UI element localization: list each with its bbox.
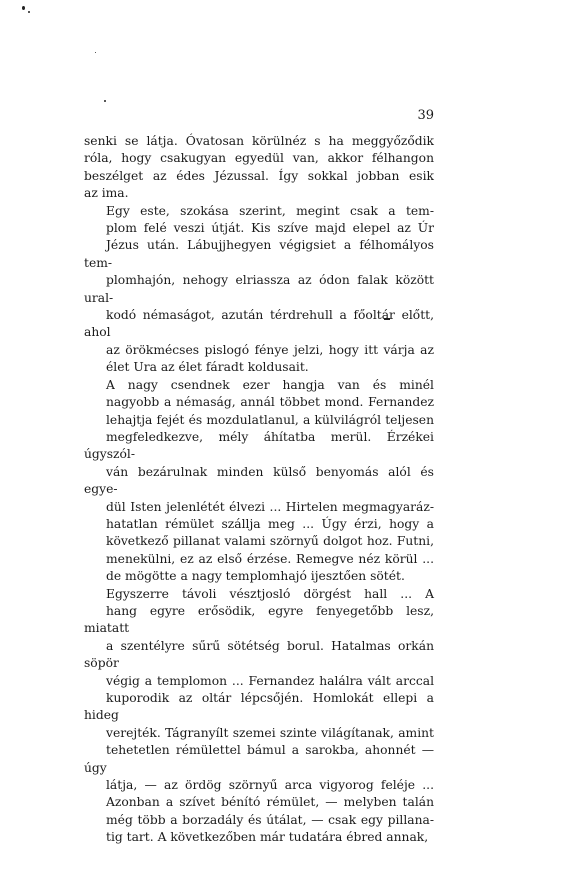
- text-line: következő pillanat valami szörnyű dolgot hoz. Futni,: [106, 534, 434, 549]
- text-line: dül Isten jelenlétét élvezi ... Hirtelen megmagyaráz-: [106, 499, 434, 514]
- text-line: de mögötte a nagy templomhajó ijesztően sötét.: [106, 569, 405, 584]
- text-line: ván bezárulnak minden külső benyomás alól és egye-: [84, 464, 434, 497]
- text-line: Azonban a szívet bénító rémület, — melyben talán: [106, 795, 434, 810]
- paragraph: [84, 203, 434, 377]
- text-line: hang egyre erősödik, egyre fenyegetőbb lesz, miatatt: [84, 603, 434, 636]
- text-line: látja, — az ördög szörnyű arca vigyorog feléje ...: [106, 778, 434, 793]
- text-line: élet Ura az élet fáradt koldusait.: [106, 360, 309, 375]
- text-line: még több a borzadály és útálat, — csak egy pillana-: [106, 812, 434, 827]
- text-line: tig tart. A következőben már tudatára ébred annak,: [106, 830, 429, 845]
- text-line: plomhajón, nehogy elriassza az ódon falak között ural-: [84, 273, 434, 305]
- text-line: megfeledkezve, mély áhítatba merül. Érzékei úgyszól-: [84, 429, 434, 462]
- ink-speck: [104, 100, 106, 102]
- ink-speck: [28, 11, 30, 13]
- text-line: senki se látja. Óvatosan körülnéz s ha meggyőződik: [84, 134, 434, 148]
- paragraph: [84, 377, 434, 586]
- page-number: 39: [417, 108, 434, 123]
- ink-speck: [95, 52, 96, 53]
- text-line: verejték. Tágranyílt szemei szinte világítanak, amint: [106, 725, 434, 740]
- text-line: Egyszerre távoli vésztjosló dörgést hall ... A: [106, 586, 434, 601]
- text-line: tehetetlen rémülettel bámul a sarokba, ahonnét — úgy: [84, 743, 434, 775]
- text-line: menekülni, ez az első érzése. Remegve néz körül ...: [106, 551, 434, 566]
- text-line: róla, hogy csakugyan egyedül van, akkor félhangon: [84, 151, 434, 166]
- paragraph: [84, 586, 434, 847]
- text-line: az ima.: [84, 186, 129, 201]
- text-line: plom felé veszi útját. Kis szíve majd elepel az Úr: [106, 221, 434, 236]
- text-line: Jézus után. Lábujjhegyen végigsiet a félhomályos tem-: [84, 238, 434, 270]
- text-line: A nagy csendnek ezer hangja van és minél: [106, 377, 434, 392]
- text-line: nagyobb a némaság, annál többet mond. Fernandez: [106, 395, 434, 410]
- text-line: kuporodik az oltár lépcsőjén. Homlokát ellepi a hideg: [84, 691, 434, 723]
- text-line: hatatlan rémület szállja meg ... Úgy érzi, hogy a: [106, 516, 434, 531]
- text-line: a szentélyre sűrű sötétség borul. Hatalmas orkán söpör: [84, 638, 434, 671]
- text-line: beszélget az édes Jézussal. Így sokkal jobban esik: [84, 168, 434, 183]
- ink-speck: [22, 6, 25, 10]
- text-line: végig a templomon ... Fernandez halálra vált arccal: [106, 673, 434, 688]
- text-line: Egy este, szokása szerint, megint csak a tem-: [106, 203, 434, 218]
- text-line: az örökmécses pislogó fénye jelzi, hogy itt várja az: [106, 342, 434, 357]
- body-text: [84, 133, 434, 847]
- text-line: kodó némaságot, azután térdrehull a főoltár előtt, ahol: [84, 308, 434, 340]
- text-line: lehajtja fejét és mozdulatlanul, a külvilágról teljesen: [106, 412, 434, 427]
- paragraph: [84, 133, 434, 203]
